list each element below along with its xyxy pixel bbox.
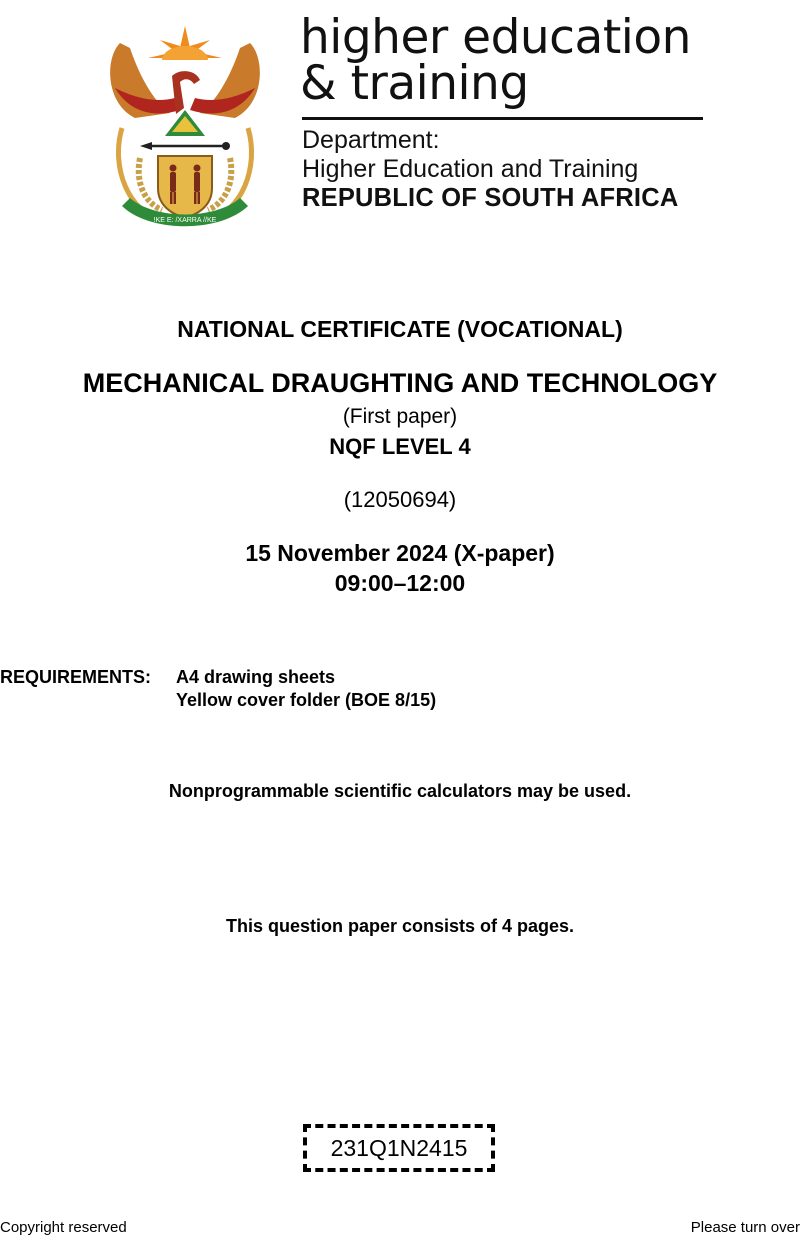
footer-turn-over: Please turn over xyxy=(690,1219,800,1236)
requirement-item: A4 drawing sheets xyxy=(176,667,336,687)
nqf-level: NQF LEVEL 4 xyxy=(329,434,471,459)
country-name: REPUBLIC OF SOUTH AFRICA xyxy=(302,184,679,212)
page-count-note: This question paper consists of 4 pages. xyxy=(225,916,575,936)
department-label: Department: xyxy=(302,126,440,154)
paper-code-box: 231Q1N2415 xyxy=(303,1124,495,1172)
requirements-label: REQUIREMENTS: xyxy=(0,667,152,687)
coat-of-arms-icon xyxy=(100,18,270,233)
subject-code: (12050694) xyxy=(343,487,457,512)
footer-copyright: Copyright reserved xyxy=(0,1219,127,1236)
certificate-title: NATIONAL CERTIFICATE (VOCATIONAL) xyxy=(177,316,623,342)
requirement-item: Yellow cover folder (BOE 8/15) xyxy=(176,690,437,710)
exam-date: 15 November 2024 (X-paper) xyxy=(245,540,555,566)
calculator-note: Nonprogrammable scientific calculators may be used. xyxy=(168,781,632,801)
brand-wordmark-line1: higher education xyxy=(300,10,691,65)
header-divider xyxy=(302,117,703,120)
svg-text:!KE E: /XARRA //KE: !KE E: /XARRA //KE xyxy=(153,217,217,224)
paper-number: (First paper) xyxy=(342,405,458,428)
exam-time: 09:00–12:00 xyxy=(334,570,466,596)
sun-icon xyxy=(148,26,222,60)
department-name: Higher Education and Training xyxy=(302,155,639,183)
brand-wordmark-line2: & training xyxy=(300,56,529,111)
subject-title: MECHANICAL DRAUGHTING AND TECHNOLOGY xyxy=(82,368,718,398)
